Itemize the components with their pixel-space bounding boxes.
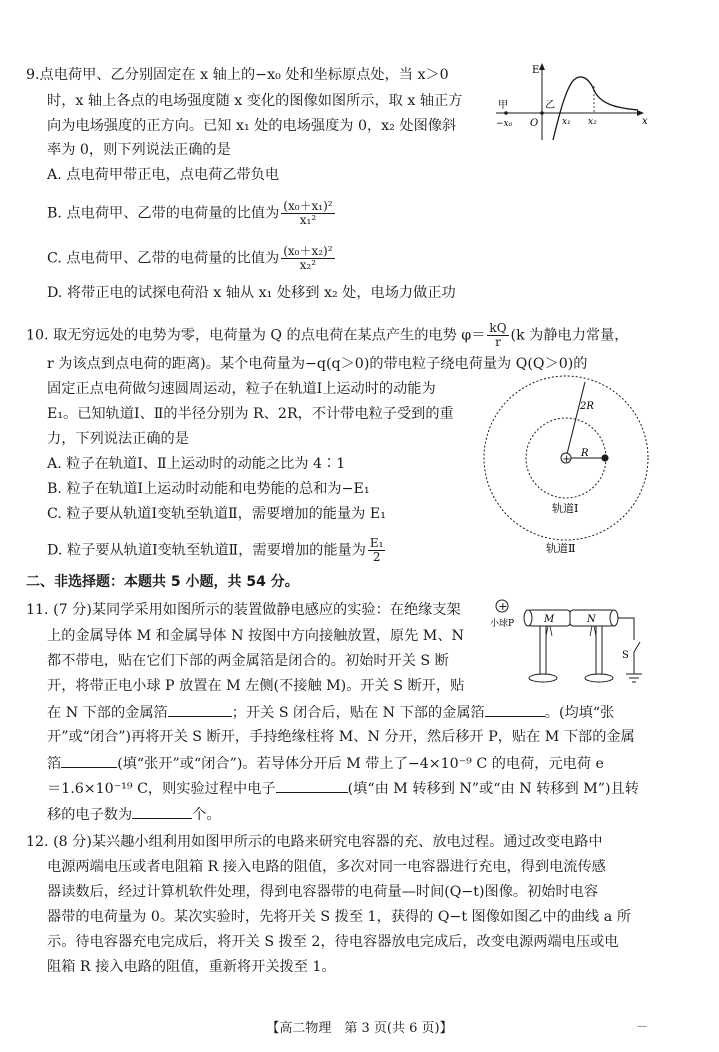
q11-line9-a: 移的电子数为 [47,807,133,823]
q10-option-d-fraction [368,537,386,564]
q10-option-c: C. 粒子要从轨道Ⅰ变轨至轨道Ⅱ，需要增加的能量为 E₁ [47,506,386,522]
q10-line4: E₁。已知轨道Ⅰ、Ⅱ的半径分别为 R、2R，不计带电粒子受到的重 [47,406,454,422]
origin-label: O [530,118,539,129]
q12-line5: 示。待电容器充电完成后，将开关 S 拨至 2，待电容器放电完成后，改变电源两端电压或电 [47,934,619,950]
fraction-denominator: 2 [372,550,381,564]
foil-n-left [590,626,592,636]
q12-line3: 器读数后，经过计算机软件处理，得到电容器带的电荷量—时间(Q−t)图像。初始时电容 [47,884,599,900]
fraction-denominator: r [495,335,501,349]
fraction-numerator: E₁ [369,536,384,550]
q10-line2: r 为该点到点电荷的距离)。某个电荷量为−q(q＞0)的带电粒子绕电荷量为 Q(Q＞0)的 [47,356,588,372]
orbit-1-label: 轨道Ⅰ [552,502,579,515]
q11-line1: 11. (7 分)某同学采用如图所示的装置做静电感应的实验：在绝缘支架 [26,602,461,618]
q9-line2: 时，x 轴上各点的电场强度随 x 变化的图像如图所示，取 x 轴正方 [47,93,463,109]
q11-line7-b: (填“张开”或“闭合”)。若导体分开后 M 带上了−4×10⁻⁹ C 的电荷，元电荷 e [117,756,604,772]
charge-jia-dot [504,111,508,115]
q9-option-c [47,245,337,272]
q9-option-b [47,200,337,227]
label-m: M [544,614,555,625]
q10-line3: 固定正点电荷做匀速圆周运动，粒子在轨道Ⅰ上运动时的动能为 [47,381,436,397]
q11-line8-a: ＝1.6×10⁻¹⁹ C，则实验过程中电子 [47,781,276,797]
q10-potential-fraction [487,322,508,349]
q11-line7-a: 箔 [47,756,62,772]
footer-mark: — [637,1021,647,1032]
e-axis-label: E [532,65,540,76]
q9-line1: 9.点电荷甲、乙分别固定在 x 轴上的−x₀ 处和坐标原点处，当 x＞0 [26,67,449,83]
x1-label: x₁ [562,117,571,127]
q9-line3: 向为电场强度的正方向。已知 x₁ 处的电场强度为 0，x₂ 处图像斜 [47,118,457,134]
q11-line7 [47,753,604,773]
foil-m-right [550,626,552,636]
answer-blank-4[interactable] [276,778,348,793]
q12-line4: 器带的电荷量为 0。某次实验时，先将开关 S 拨至 1，获得的 Q−t 图像如图乙中的曲线 a 所 [47,909,631,925]
q10-option-d [47,537,387,564]
section-2-heading: 二、非选择题：本题共 5 小题，共 54 分。 [26,574,299,590]
switch-s-label: S [622,650,629,661]
jia-label: 甲 [498,100,508,111]
q9-option-c-text: C. 点电荷甲、乙带的电荷量的比值为 [47,250,280,267]
q11-line5 [47,702,614,722]
field-curve [553,77,638,140]
orbit-2-label: 轨道Ⅱ [546,542,576,555]
q9-option-b-fraction [281,200,334,227]
fraction-denominator: x₁² [299,213,317,227]
q10-line5: 力，下列说法正确的是 [47,431,189,447]
q9-option-a: A. 点电荷甲带正电，点电荷乙带负电 [47,167,280,183]
conductor-m-end [524,610,532,626]
fraction-numerator: (x₀＋x₁)² [283,199,333,213]
q10-option-b: B. 粒子在轨道Ⅰ上运动时动能和电势能的总和为−E₁ [47,481,370,497]
x0-label: −x₀ [496,119,513,129]
q11-line9-b: 个。 [192,807,221,823]
q11-line5-b: ；开关 S 闭合后，贴在 N 下部的金属箔 [231,705,485,721]
switch-wire [618,618,634,640]
q10-option-a: A. 粒子在轨道Ⅰ、Ⅱ上运动时的动能之比为 4∶1 [47,456,346,472]
q10-option-d-text: D. 粒子要从轨道Ⅰ变轨至轨道Ⅱ，需要增加的能量为 [47,542,366,559]
stand-n-base [585,674,613,682]
q9-line4: 率为 0，则下列说法正确的是 [47,142,231,158]
q11-line5-a: 在 N 下部的金属箔 [47,705,168,721]
ball-p-plus: + [498,600,508,613]
q11-line2: 上的金属导体 M 和金属导体 N 按图中方向接触放置，原先 M、N [47,628,464,644]
q12-line6: 阻箱 R 接入电路的阻值，重新将开关拨至 1。 [47,959,336,975]
e-axis-arrow [539,63,545,70]
q11-line9 [47,804,221,824]
page-footer: 【高二物理 第 3 页(共 6 页)】 [266,1021,453,1036]
x-axis-label: x [642,116,648,127]
label-r: R [581,448,589,459]
central-charge-plus: + [562,454,571,465]
q12-line1: 12. (8 分)某兴趣小组利用如图甲所示的电路来研究电容器的充、放电过程。通过改变电路中 [26,834,603,850]
stand-m-post [540,626,546,674]
fraction-denominator: x₂² [299,258,317,272]
q12-line2: 电源两端电压或者电阻箱 R 接入电路的阻值，多次对同一电容器进行充电，得到电流传感 [47,859,606,875]
q10-orbit-figure [482,360,702,560]
answer-blank-5[interactable] [132,804,192,819]
particle-dot [601,454,608,461]
fraction-numerator: (x₀＋x₂)² [283,244,333,258]
q10-line1-text: 10. 取无穷远处的电势为零，电荷量为 Q 的点电荷在某点产生的电势 φ＝ [26,327,486,344]
stand-m-base [529,674,557,682]
q11-apparatus-figure [488,596,660,696]
fraction-numerator: kQ [489,321,507,335]
q9-option-d: D. 将带正电的试探电荷沿 x 轴从 x₁ 处移到 x₂ 处，电场力做正功 [47,285,456,301]
q11-line8-b: (填“由 M 转移到 N”或“由 N 转移到 M”)且转 [347,781,639,797]
answer-blank-3[interactable] [61,753,117,768]
yi-label: 乙 [545,100,555,111]
x2-label: x₂ [588,117,597,127]
q11-line4: 开，将带正电小球 P 放置在 M 左侧(不接触 M)。开关 S 断开，贴 [47,678,465,694]
q11-line5-c: 。(均填“张 [544,705,615,721]
charge-yi-dot [540,111,544,115]
answer-blank-2[interactable] [485,702,545,717]
answer-blank-1[interactable] [168,702,232,717]
q9-option-c-fraction [281,245,334,272]
q11-line8 [47,778,639,798]
stand-n-post [596,626,602,674]
radius-2r-line [566,382,585,458]
ball-p-label: 小球P [490,619,515,629]
conductor-n-end [610,610,618,626]
switch-s-blade [634,642,640,652]
label-2r: 2R [580,401,594,412]
q10-line1-tail: (k 为静电力常量， [510,327,629,344]
label-n: N [587,614,596,625]
q11-line3: 都不带电，贴在它们下部的两金属箔是闭合的。初始时开关 S 断 [47,653,449,669]
q10-line1 [26,322,629,349]
q9-field-graph [490,60,690,150]
q11-line6: 开”或“闭合”)再将开关 S 断开，手持绝缘柱将 M、N 分开，然后移开 P，贴在 M 下部的金属 [47,729,635,745]
q9-option-b-text: B. 点电荷甲、乙带的电荷量的比值为 [47,205,280,222]
